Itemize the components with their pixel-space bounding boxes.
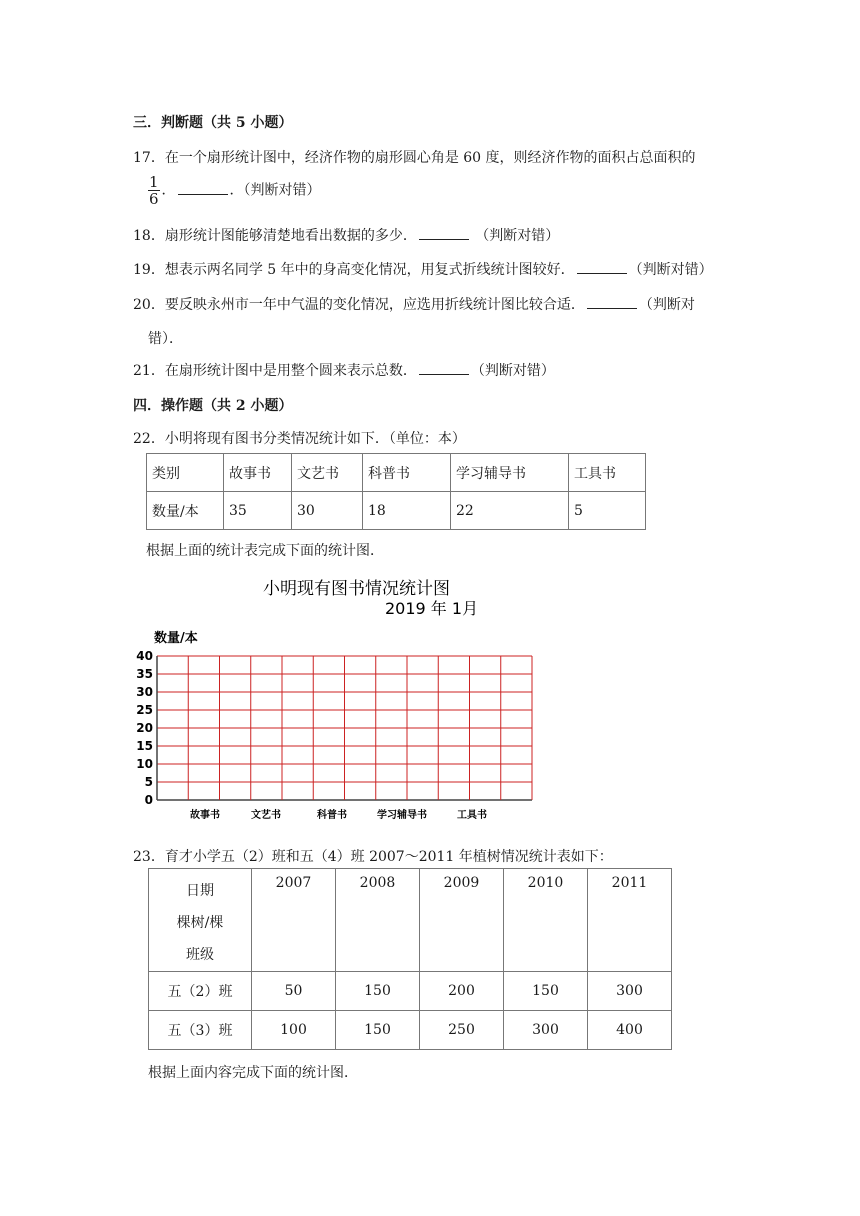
y-tick-label: 35: [136, 667, 153, 681]
table-row: [147, 454, 646, 492]
answer-blank[interactable]: [587, 296, 637, 309]
category-labels: [190, 808, 487, 821]
table-cell: 30: [292, 492, 363, 530]
category-label: 工具书: [457, 810, 487, 821]
table-cell: 2008: [336, 869, 420, 972]
table-cell: 100: [252, 1011, 336, 1050]
table-cell: 五（2）班: [149, 972, 252, 1011]
category-label: 学习辅导书: [377, 810, 427, 821]
y-tick-label: 10: [136, 757, 153, 771]
y-tick-label: 25: [136, 703, 153, 717]
table-cell: 故事书: [224, 454, 292, 492]
book-bar-chart: [130, 570, 550, 830]
question-17-line2: $\frac{1}{6}$ ． ．（判断对错）: [149, 173, 321, 208]
section3-title: 三．判断题（共 5 小题）: [133, 115, 293, 131]
table-cell: 50: [252, 972, 336, 1011]
table-cell: 2011: [588, 869, 672, 972]
question-22-instruction: 根据上面的统计表完成下面的统计图．: [146, 543, 384, 559]
fraction-one-sixth: $\frac{1}{6}$: [149, 173, 159, 208]
book-category-table: [146, 453, 646, 530]
question-19: 19．想表示两名同学 5 年中的身高变化情况，用复式折线统计图较好． （判断对错）: [133, 262, 713, 278]
answer-blank[interactable]: [577, 261, 627, 274]
table-cell: 学习辅导书: [451, 454, 569, 492]
y-tick-label: 5: [144, 775, 153, 789]
section4-title: 四．操作题（共 2 小题）: [133, 398, 293, 414]
table-cell: 18: [363, 492, 451, 530]
answer-blank[interactable]: [178, 182, 228, 195]
table-cell: 150: [336, 1011, 420, 1050]
question-22: 22．小明将现有图书分类情况统计如下．（单位：本）: [133, 431, 466, 447]
y-tick-label: 30: [136, 685, 153, 699]
y-tick-label: 40: [136, 649, 153, 663]
chart-title: 小明现有图书情况统计图: [263, 579, 450, 599]
table-row: [147, 492, 646, 530]
question-20-line2: 错）．: [148, 331, 183, 347]
y-tick-label: 0: [144, 793, 153, 807]
table-cell: 150: [336, 972, 420, 1011]
question-23-instruction: 根据上面内容完成下面的统计图．: [148, 1065, 358, 1081]
question-18: 18．扇形统计图能够清楚地看出数据的多少． （判断对错）: [133, 228, 560, 244]
question-23: 23．育才小学五（2）班和五（4）班 2007～2011 年植树情况统计表如下：: [133, 849, 613, 865]
table-cell: 300: [504, 1011, 588, 1050]
question-20-line1: 20．要反映永州市一年中气温的变化情况，应选用折线统计图比较合适． （判断对: [133, 297, 695, 313]
table-cell: 2010: [504, 869, 588, 972]
chart-subtitle: 2019 年 1月: [385, 599, 479, 618]
table-row: [149, 972, 672, 1011]
table-cell: 2009: [420, 869, 504, 972]
table-cell: 类别: [147, 454, 224, 492]
table-cell: 150: [504, 972, 588, 1011]
answer-blank[interactable]: [419, 362, 469, 375]
answer-blank[interactable]: [419, 227, 469, 240]
tree-planting-table: [148, 868, 672, 1050]
table-cell: 科普书: [363, 454, 451, 492]
table-cell: 2007: [252, 869, 336, 972]
table-cell: 200: [420, 972, 504, 1011]
table-cell: 五（3）班: [149, 1011, 252, 1050]
table-cell: 5: [569, 492, 646, 530]
chart-grid: [157, 656, 532, 800]
y-tick-labels: [136, 649, 153, 807]
table-cell: 300: [588, 972, 672, 1011]
table-cell: 400: [588, 1011, 672, 1050]
question-17-line1: 17．在一个扇形统计图中，经济作物的扇形圆心角是 60 度，则经济作物的面积占总面积的: [133, 150, 696, 166]
question-21: 21．在扇形统计图中是用整个圆来表示总数． （判断对错）: [133, 363, 555, 379]
category-label: 故事书: [190, 810, 220, 821]
table-cell: 35: [224, 492, 292, 530]
table-corner-cell: 日期 棵树/棵 班级: [149, 869, 252, 972]
category-label: 文艺书: [251, 810, 281, 821]
y-axis-label: 数量/本: [154, 631, 198, 646]
table-cell: 工具书: [569, 454, 646, 492]
category-label: 科普书: [317, 810, 347, 821]
table-cell: 250: [420, 1011, 504, 1050]
y-tick-label: 20: [136, 721, 153, 735]
table-cell: 22: [451, 492, 569, 530]
table-cell: 数量/本: [147, 492, 224, 530]
table-row: [149, 1011, 672, 1050]
table-row: [149, 869, 672, 972]
table-cell: 文艺书: [292, 454, 363, 492]
y-tick-label: 15: [136, 739, 153, 753]
